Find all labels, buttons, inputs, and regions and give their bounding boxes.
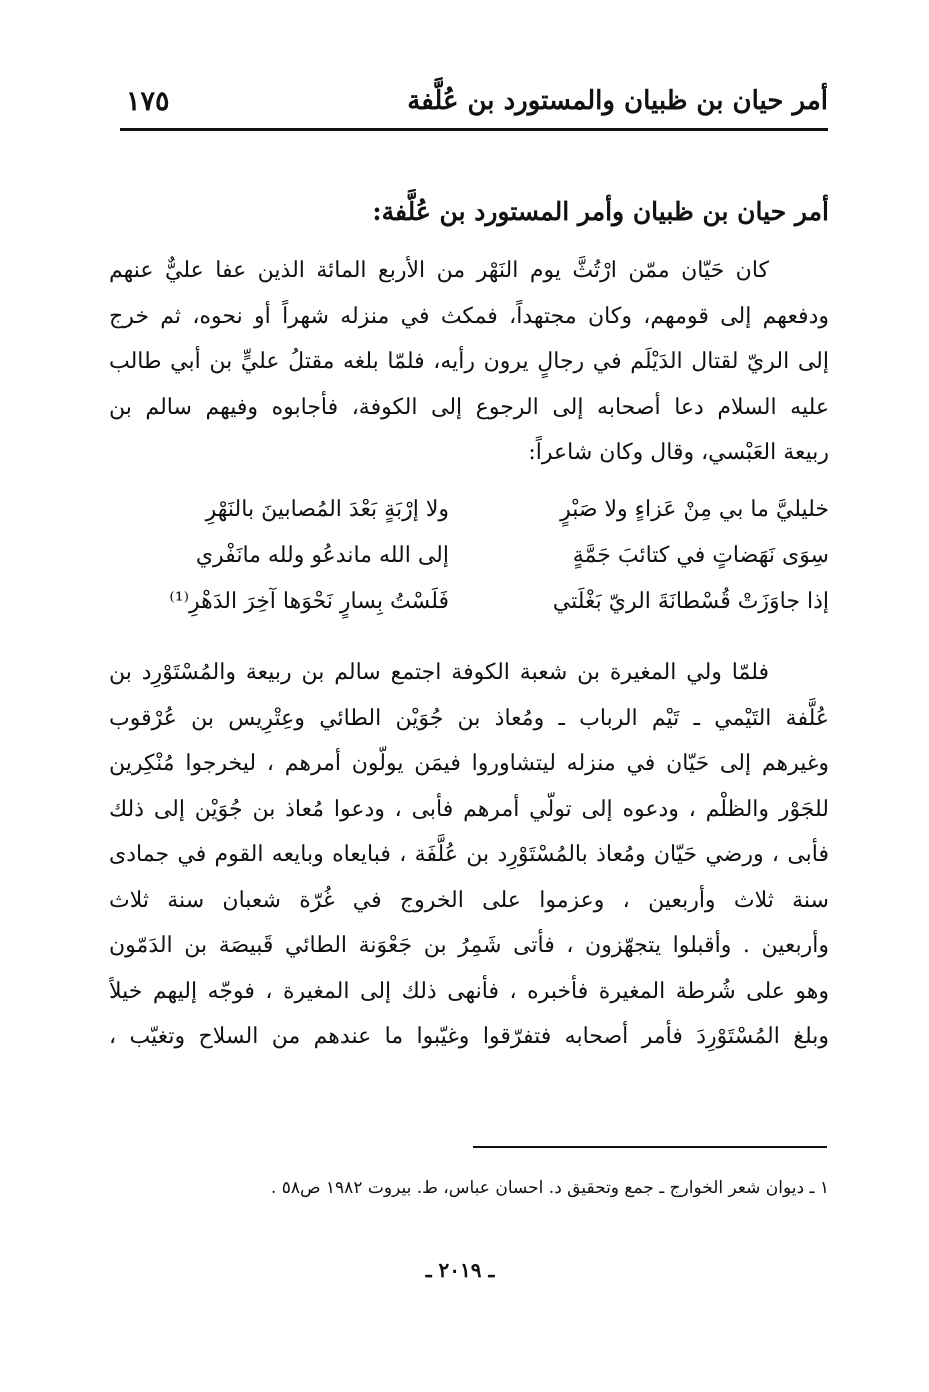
text-line: للجَوْر والظلْم ، ودعوه إلى تولّي أمرهم فأبى ، ودعوا مُعاذ بن جُوَيْن إلى ذلك [109, 796, 829, 822]
footnote: ١ ـ ديوان شعر الخوارج ـ جمع وتحقيق د. احسان عباس، ط. بيروت ١٩٨٢ ص٥٨ . [270, 1178, 829, 1198]
text-line: سنة ثلاث وأربعين ، وعزموا على الخروج في غُرّة شعبان سنة ثلاث [109, 887, 829, 913]
text-line: وأربعين . وأقبلوا يتجهّزون ، فأتى شَمِرُ بن جَعْوَنة الطائي قَبيصَة بن الدَمّون [109, 933, 829, 958]
text-line: ربيعة العَبْسي، وقال وكان شاعراً: [528, 440, 829, 465]
verse [109, 543, 829, 589]
poem [109, 497, 829, 635]
text-line: إلى الريّ لقتال الدَيْلَم في رجالٍ يرون رأيه، فلمّا بلغه مقتلُ عليٍّ بن أبي طالب [109, 349, 829, 374]
footnote-rule [473, 1146, 827, 1148]
text-line: وغيرهم إلى حَيّان في منزله ليتشاوروا فيمَن يولّون أمرهم ، ليخرجوا مُنْكِرين [109, 751, 829, 776]
paragraph-1 [109, 248, 829, 476]
paragraph-2 [109, 650, 829, 1060]
text-line: فأبى ، ورضي حَيّان ومُعاذ بالمُسْتَوْرِد بن عُلَّفَة ، فبايعاه وبايعه القوم في جمادى [109, 842, 829, 867]
text-line: وهو على شُرطة المغيرة فأخبره ، فأنهى ذلك إلى المغيرة ، فوجّه إليهم خيلاً [109, 978, 829, 1004]
text-line: ودفعهم إلى قومهم، وكان مجتهداً، فمكث في منزله شهراً أو نحوه، ثم خرج [109, 303, 829, 329]
section-heading: أمر حيان بن ظبيان وأمر المستورد بن عُلَّفة: [372, 197, 829, 226]
text-line: وبلغ المُسْتَوْرِدَ فأمر أصحابه فتفرّقوا وغيّبوا ما عندهم من السلاح وتغيّب ، [109, 1024, 829, 1049]
verse [109, 589, 829, 635]
text-line: عُلَّفة التَيْمي ـ تَيْم الرباب ـ ومُعاذ بن جُوَيْن الطائي وعِتْرِيس بن عُرْقوب [109, 705, 829, 731]
verse-second-hemistich: ولا إرْبَةٍ بَعْدَ المُصابينَ بالنَهْرِ [205, 497, 449, 522]
running-title: أمر حيان بن ظبيان والمستورد بن عُلَّفة [407, 86, 828, 116]
verse-first-hemistich: خليليَّ ما بي مِنْ عَزاءٍ ولا صَبْرٍ [560, 497, 829, 522]
page-number-top: ١٧٥ [126, 86, 170, 117]
text-line: فلمّا ولي المغيرة بن شعبة الكوفة اجتمع سالم بن ربيعة والمُسْتَوْرِد بن [109, 660, 769, 685]
verse [109, 497, 829, 543]
running-header [120, 82, 828, 132]
verse-first-hemistich: إذا جاوَزَتْ قُسْطانَةَ الريّ بَغْلَتي [552, 589, 829, 614]
header-rule [120, 128, 828, 131]
verse-first-hemistich: سِوَى نَهَضاتٍ في كتائبَ جَمَّةٍ [572, 543, 829, 568]
page-number-bottom: ـ ٢٠١٩ ـ [425, 1258, 495, 1282]
verse-second-hemistich: إلى الله ماندعُو ولله مانَفْري [195, 543, 449, 568]
text-line: كان حَيّان ممّن ارْتُثَّ يوم النَهْر من الأربع المائة الذين عفا عليٌّ عنهم [109, 258, 769, 283]
text-line: عليه السلام دعا أصحابه إلى الرجوع إلى الكوفة، فأجابوه وفيهم سالم بن [109, 394, 829, 420]
verse-second-hemistich: فَلَسْتُ بِسارٍ نَحْوَها آخِرَ الدَهْرِ⁽¹⁾ [169, 589, 449, 614]
